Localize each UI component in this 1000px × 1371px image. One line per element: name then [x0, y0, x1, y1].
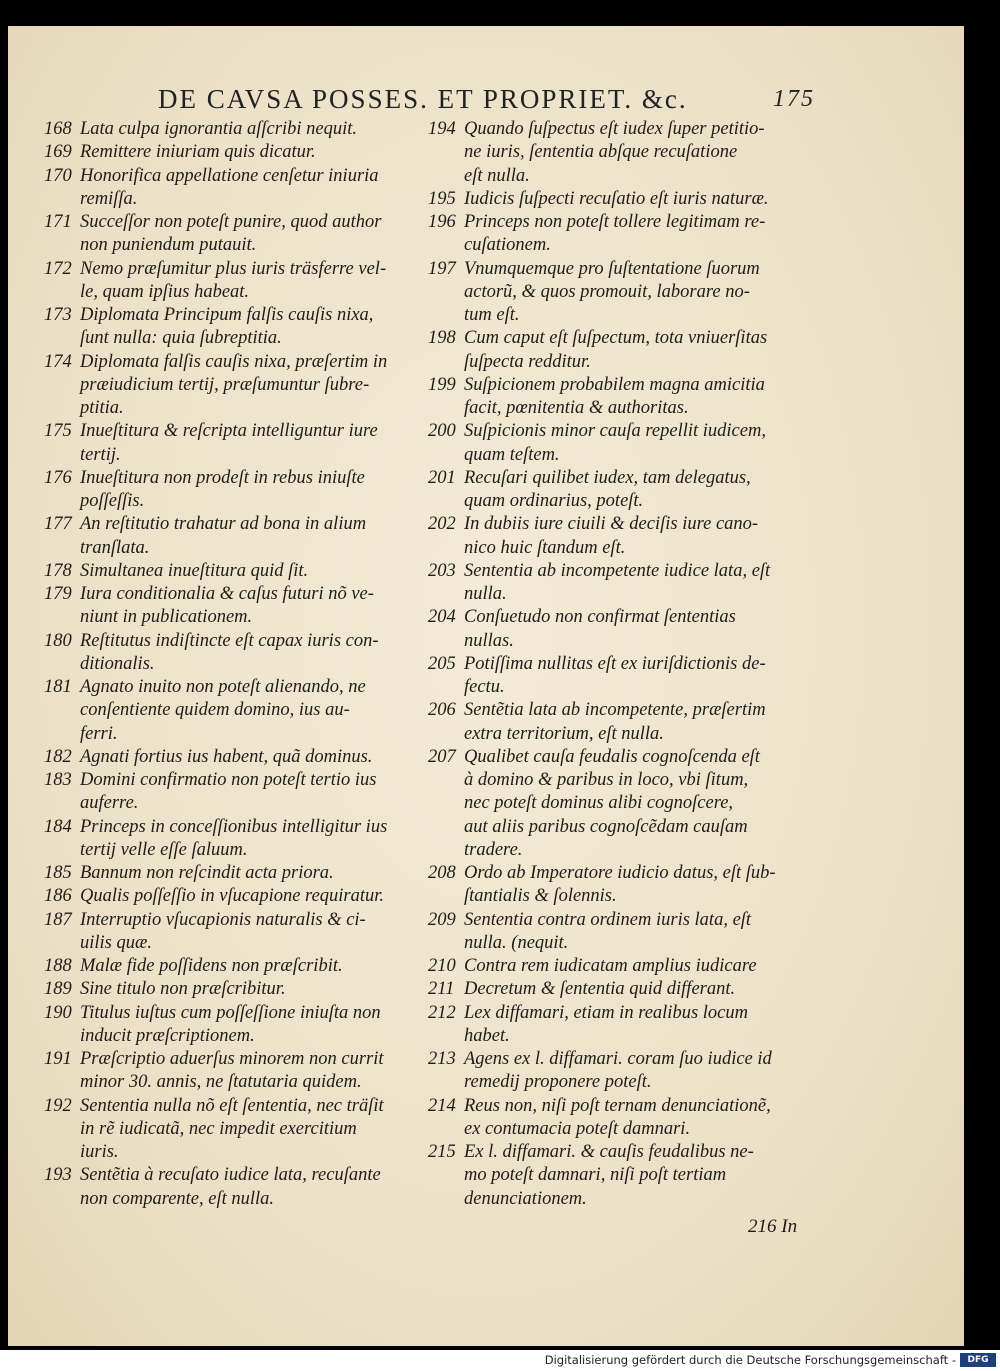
- entry-line: [428, 1002, 800, 1025]
- entry-line: [44, 723, 424, 746]
- index-entry: [428, 606, 800, 653]
- entry-text: Recuſari quilibet iudex, tam delegatus,: [464, 467, 751, 488]
- entry-line: [428, 699, 800, 722]
- entry-number: 196: [428, 212, 456, 232]
- entry-text: Sentẽtia à recuſato iudice lata, recuſante: [80, 1165, 381, 1186]
- entry-number: 177: [44, 514, 72, 535]
- index-entry: [44, 118, 424, 141]
- entry-line: [44, 397, 424, 420]
- entry-text: ne iuris, ſententia abſque recuſatione: [464, 142, 738, 163]
- entry-line: [44, 281, 424, 304]
- index-entry: [44, 676, 424, 746]
- entry-text: minor 30. annis, ne ſtatutaria quidem.: [80, 1072, 362, 1093]
- entry-number: 173: [44, 305, 72, 325]
- entry-text: tradere.: [464, 839, 523, 860]
- entry-line: [44, 141, 424, 164]
- index-entry: [428, 258, 800, 328]
- entry-line: [428, 769, 800, 792]
- entry-line: [428, 1048, 800, 1071]
- entry-line: [428, 978, 800, 1001]
- entry-line: [44, 1071, 424, 1094]
- entry-text: eſt nulla.: [464, 165, 530, 186]
- entry-number: 183: [44, 770, 72, 790]
- entry-text: Inueſtitura non prodeſt in rebus iniuſte: [80, 467, 365, 488]
- index-entry: [44, 258, 424, 305]
- entry-text: Iura conditionalia & caſus futuri nõ ve-: [80, 584, 374, 604]
- index-entry: [44, 583, 424, 630]
- index-entry: [428, 467, 800, 514]
- entry-text: In dubiis iure ciuili & deciſis iure cano-: [464, 514, 759, 535]
- entry-line: [428, 141, 800, 164]
- entry-number: 174: [44, 351, 72, 372]
- entry-line: [428, 909, 800, 932]
- entry-number: 171: [44, 212, 72, 232]
- entry-line: [44, 1002, 424, 1025]
- entry-line: [428, 211, 800, 234]
- entry-text: Agens ex l. diffamari. coram ſuo iudice id: [464, 1049, 772, 1069]
- entry-line: [428, 467, 800, 490]
- entry-text: auferre.: [80, 793, 139, 814]
- entry-line: [44, 653, 424, 676]
- entry-text: tum eſt.: [464, 305, 520, 325]
- entry-text: Simultanea inueſtitura quid ſit.: [80, 560, 309, 581]
- entry-text: nico huic ſtandum eſt.: [464, 537, 626, 558]
- index-entry: [44, 1095, 424, 1165]
- entry-number: 172: [44, 258, 72, 279]
- entry-line: [44, 188, 424, 211]
- entry-text: Iudicis ſuſpecti recuſatio eſt iuris naturæ.: [464, 188, 769, 209]
- entry-line: [44, 909, 424, 932]
- footer-bar: [0, 1350, 1000, 1371]
- index-entry: [428, 420, 800, 467]
- entry-text: Princeps non poteſt tollere legitimam re-: [464, 212, 766, 232]
- entry-text: Qualibet cauſa feudalis cognoſcenda eſt: [464, 746, 760, 767]
- entry-text: Vnumquemque pro ſuſtentatione ſuorum: [464, 258, 760, 279]
- entry-text: habet.: [464, 1025, 510, 1046]
- entry-line: [428, 397, 800, 420]
- entry-text: à domino & paribus in loco, vbi ſitum,: [464, 770, 749, 790]
- entry-line: [44, 746, 424, 769]
- entry-number: 209: [428, 909, 456, 930]
- index-entry: [44, 1164, 424, 1211]
- entry-text: ſtantialis & ſolennis.: [464, 886, 617, 907]
- entry-text: Reſtitutus indiſtincte eſt capax iuris con-: [80, 630, 379, 651]
- index-entry: [428, 1048, 800, 1095]
- entry-number: 192: [44, 1095, 72, 1116]
- entry-line: [44, 118, 424, 141]
- entry-text: tranſlata.: [80, 537, 150, 558]
- index-entry: [428, 699, 800, 746]
- entry-text: Remittere iniuriam quis dicatur.: [80, 142, 316, 163]
- entry-text: quam teſtem.: [464, 444, 560, 465]
- index-entry: [428, 374, 800, 421]
- entry-number: 199: [428, 374, 456, 395]
- entry-text: Potiſſima nullitas eſt ex iuriſdictionis de-: [464, 653, 766, 674]
- entry-text: Domini confirmatio non poteſt tertio ius: [80, 770, 377, 790]
- entry-line: [428, 374, 800, 397]
- entry-text: Ex l. diffamari. & cauſis feudalibus ne-: [464, 1142, 754, 1162]
- entry-text: poſſeſſis.: [80, 491, 145, 511]
- entry-line: [44, 374, 424, 397]
- entry-number: 178: [44, 560, 72, 581]
- entry-text: ſuſpecta redditur.: [464, 351, 591, 372]
- entry-line: [428, 1025, 800, 1048]
- entry-line: [428, 606, 800, 629]
- entry-line: [44, 1048, 424, 1071]
- entry-line: [44, 583, 424, 606]
- index-entry: [428, 862, 800, 909]
- entry-line: [428, 816, 800, 839]
- entry-line: [44, 676, 424, 699]
- entry-number: 198: [428, 328, 456, 349]
- entry-text: nulla.: [464, 584, 507, 604]
- entry-line: [44, 839, 424, 862]
- index-entry: [44, 862, 424, 885]
- footer-credit: Digitalisierung gefördert durch die Deutsche Forschungsgemeinschaft -: [544, 1353, 956, 1367]
- entry-line: [428, 1141, 800, 1164]
- entry-number: 169: [44, 142, 72, 163]
- entry-line: [44, 606, 424, 629]
- index-entry: [44, 909, 424, 956]
- entry-number: 201: [428, 467, 456, 488]
- index-entry: [428, 1141, 800, 1211]
- entry-text: Bannum non reſcindit acta priora.: [80, 863, 334, 883]
- index-entry: [428, 188, 800, 211]
- entry-line: [44, 537, 424, 560]
- entry-line: [44, 258, 424, 281]
- entry-line: [44, 630, 424, 653]
- entry-number: 168: [44, 119, 72, 139]
- entry-line: [428, 839, 800, 862]
- entry-line: [428, 165, 800, 188]
- entry-text: tertij velle eſſe ſaluum.: [80, 839, 248, 860]
- index-entry: [44, 467, 424, 514]
- entry-line: [428, 723, 800, 746]
- entry-line: [44, 1118, 424, 1141]
- index-entry: [44, 420, 424, 467]
- entry-text: actorũ, & quos promouit, laborare no-: [464, 281, 750, 302]
- index-entry: [44, 211, 424, 258]
- entry-text: Ordo ab Imperatore iudicio datus, eſt ſub-: [464, 863, 776, 883]
- entry-number: 214: [428, 1095, 456, 1116]
- entry-line: [428, 932, 800, 955]
- entry-text: Agnato inuito non poteſt alienando, ne: [80, 677, 366, 697]
- entry-number: 185: [44, 863, 72, 883]
- index-entry: [44, 630, 424, 677]
- entry-line: [44, 211, 424, 234]
- index-entry: [428, 1002, 800, 1049]
- entry-line: [44, 327, 424, 350]
- entry-line: [44, 699, 424, 722]
- index-entry: [428, 746, 800, 862]
- entry-line: [44, 420, 424, 443]
- entry-number: 213: [428, 1049, 456, 1069]
- entry-text: quam ordinarius, poteſt.: [464, 491, 644, 511]
- index-entry: [44, 1048, 424, 1095]
- entry-line: [428, 885, 800, 908]
- entry-text: Cum caput eſt ſuſpectum, tota vniuerſitas: [464, 328, 768, 349]
- entry-line: [428, 1188, 800, 1211]
- entry-text: Succeſſor non poteſt punire, quod author: [80, 212, 382, 232]
- entry-text: Quando ſuſpectus eſt iudex ſuper petitio-: [464, 119, 765, 139]
- entry-text: Sentẽtia lata ab incompetente, præſertim: [464, 700, 766, 721]
- entry-number: 211: [428, 979, 455, 1000]
- index-entry: [428, 978, 800, 1001]
- entry-text: facit, pœnitentia & authoritas.: [464, 398, 689, 418]
- entry-line: [428, 746, 800, 769]
- entry-text: Lata culpa ignorantia aſſcribi nequit.: [80, 119, 357, 139]
- index-entry: [428, 513, 800, 560]
- entry-text: Honorifica appellatione cenſetur iniuria: [80, 165, 379, 186]
- entry-text: Diplomata Principum falſis cauſis nixa,: [80, 305, 374, 325]
- entry-line: [44, 351, 424, 374]
- entry-number: 186: [44, 886, 72, 907]
- entry-line: [44, 769, 424, 792]
- entry-line: [428, 351, 800, 374]
- index-entry: [44, 560, 424, 583]
- entry-number: 212: [428, 1002, 456, 1023]
- entry-line: [44, 490, 424, 513]
- entry-number: 210: [428, 956, 456, 976]
- entry-text: Nemo præſumitur plus iuris träsferre vel-: [80, 258, 387, 279]
- entry-line: [428, 676, 800, 699]
- entry-number: 197: [428, 258, 456, 279]
- entry-text: fectu.: [464, 677, 505, 697]
- entry-text: uilis quæ.: [80, 932, 152, 953]
- entry-text: Conſuetudo non confirmat ſententias: [464, 607, 736, 628]
- entry-text: nec poteſt dominus alibi cognoſcere,: [464, 793, 734, 814]
- entry-line: [428, 1095, 800, 1118]
- entry-number: 191: [44, 1049, 72, 1069]
- entry-line: [428, 234, 800, 257]
- entry-number: 195: [428, 188, 456, 209]
- entry-line: [428, 792, 800, 815]
- index-entry: [428, 1095, 800, 1142]
- entry-number: 203: [428, 560, 456, 581]
- entry-text: denunciationem.: [464, 1188, 587, 1209]
- entry-line: [428, 258, 800, 281]
- index-entry: [44, 513, 424, 560]
- entry-number: 207: [428, 746, 456, 767]
- entry-number: 175: [44, 421, 72, 442]
- entry-text: remedij proponere poteſt.: [464, 1072, 652, 1093]
- entry-line: [428, 327, 800, 350]
- entry-text: tertij.: [80, 444, 121, 465]
- page-title: DE CAVSA POSSES. ET PROPRIET. &c.: [158, 84, 688, 114]
- entry-line: [44, 467, 424, 490]
- index-entry: [428, 118, 800, 188]
- entry-line: [428, 537, 800, 560]
- entry-text: non puniendum putauit.: [80, 235, 257, 256]
- entry-line: [428, 304, 800, 327]
- index-entry: [428, 211, 800, 258]
- entry-line: [428, 862, 800, 885]
- index-entry: [44, 816, 424, 863]
- entry-line: [428, 1071, 800, 1094]
- entry-line: [428, 1118, 800, 1141]
- entry-number: 204: [428, 607, 456, 628]
- entry-text: ex contumacia poteſt damnari.: [464, 1118, 691, 1139]
- entry-text: ditionalis.: [80, 653, 155, 674]
- index-column-left: [44, 118, 424, 1211]
- index-column-right: [428, 118, 800, 1211]
- index-entry: [44, 165, 424, 212]
- entry-number: 208: [428, 863, 456, 883]
- entry-text: aut aliis paribus cognoſcẽdam cauſam: [464, 816, 748, 837]
- entry-text: ferri.: [80, 723, 118, 744]
- entry-text: Inueſtitura & reſcripta intelliguntur iure: [80, 421, 378, 442]
- index-entry: [428, 653, 800, 700]
- entry-text: le, quam ipſius habeat.: [80, 281, 250, 302]
- entry-text: Sine titulo non præſcribitur.: [80, 979, 286, 1000]
- entry-line: [44, 513, 424, 536]
- entry-text: nullas.: [464, 630, 514, 651]
- entry-text: Reus non, niſi poſt ternam denunciationẽ,: [464, 1095, 771, 1116]
- index-entry: [44, 304, 424, 351]
- entry-number: 187: [44, 909, 72, 930]
- catchword: 216 In: [748, 1216, 798, 1237]
- entry-line: [44, 816, 424, 839]
- entry-line: [44, 1025, 424, 1048]
- entry-number: 176: [44, 467, 72, 488]
- entry-text: Suſpicionem probabilem magna amicitia: [464, 374, 765, 395]
- entry-number: 205: [428, 653, 456, 674]
- index-entry: [428, 955, 800, 978]
- entry-number: 215: [428, 1142, 456, 1162]
- entry-number: 193: [44, 1165, 72, 1186]
- entry-number: 170: [44, 165, 72, 186]
- entry-line: [428, 583, 800, 606]
- index-entry: [44, 978, 424, 1001]
- entry-line: [428, 513, 800, 536]
- entry-text: ptitia.: [80, 398, 124, 418]
- entry-line: [44, 792, 424, 815]
- entry-text: Sententia nulla nõ eſt ſententia, nec träſit: [80, 1095, 384, 1116]
- entry-line: [428, 444, 800, 467]
- entry-line: [44, 234, 424, 257]
- entry-number: 190: [44, 1002, 72, 1023]
- index-entry: [428, 560, 800, 607]
- entry-line: [428, 653, 800, 676]
- entry-text: non comparente, eſt nulla.: [80, 1188, 275, 1209]
- entry-line: [44, 955, 424, 978]
- entry-text: Contra rem iudicatam amplius iudicare: [464, 956, 757, 976]
- index-entry: [428, 327, 800, 374]
- entry-text: remiſſa.: [80, 188, 138, 209]
- entry-text: extra territorium, eſt nulla.: [464, 723, 664, 744]
- entry-text: Sententia contra ordinem iuris lata, eſt: [464, 909, 752, 930]
- entry-line: [44, 862, 424, 885]
- entry-line: [44, 932, 424, 955]
- entry-text: Decretum & ſententia quid differant.: [464, 979, 736, 1000]
- entry-text: Præſcriptio aduerſus minorem non currit: [80, 1049, 384, 1069]
- dfg-logo: DFG: [960, 1353, 996, 1367]
- entry-text: Suſpicionis minor cauſa repellit iudicem,: [464, 421, 766, 442]
- entry-line: [44, 165, 424, 188]
- entry-text: Agnati fortius ius habent, quã dominus.: [80, 746, 373, 767]
- entry-text: conſentiente quidem domino, ius au-: [80, 700, 350, 721]
- entry-text: Interruptio vſucapionis naturalis & ci-: [80, 909, 366, 930]
- entry-line: [44, 1188, 424, 1211]
- entry-number: 202: [428, 514, 456, 535]
- entry-text: inducit præſcriptionem.: [80, 1025, 255, 1046]
- entry-text: cuſationem.: [464, 235, 551, 256]
- entry-number: 188: [44, 956, 72, 976]
- entry-number: 179: [44, 584, 72, 604]
- entry-line: [44, 1095, 424, 1118]
- entry-line: [44, 1141, 424, 1164]
- index-entry: [44, 141, 424, 164]
- entry-text: Lex diffamari, etiam in realibus locum: [464, 1002, 748, 1023]
- entry-line: [44, 978, 424, 1001]
- index-entry: [428, 909, 800, 956]
- entry-text: in rẽ iudicatã, nec impedit exercitium: [80, 1118, 357, 1139]
- entry-line: [44, 304, 424, 327]
- index-entry: [44, 769, 424, 816]
- index-entry: [44, 746, 424, 769]
- entry-line: [428, 560, 800, 583]
- page-number: 175: [773, 86, 815, 112]
- entry-text: Sententia ab incompetente iudice lata, eſt: [464, 560, 771, 581]
- entry-line: [428, 420, 800, 443]
- index-entry: [44, 955, 424, 978]
- entry-text: mo poteſt damnari, niſi poſt tertiam: [464, 1165, 727, 1186]
- entry-line: [44, 444, 424, 467]
- entry-number: 182: [44, 746, 72, 767]
- entry-line: [44, 1164, 424, 1187]
- entry-text: Malæ fide poſſidens non præſcribit.: [80, 956, 343, 976]
- entry-text: An reſtitutio trahatur ad bona in alium: [80, 514, 367, 535]
- index-entry: [44, 1002, 424, 1049]
- entry-number: 194: [428, 119, 456, 139]
- index-entry: [44, 351, 424, 421]
- entry-text: niunt in publicationem.: [80, 607, 253, 628]
- entry-line: [428, 281, 800, 304]
- entry-number: 184: [44, 816, 72, 837]
- entry-text: iuris.: [80, 1142, 119, 1162]
- entry-line: [428, 1164, 800, 1187]
- entry-text: ſunt nulla: quia ſubreptitia.: [80, 328, 282, 349]
- entry-line: [428, 118, 800, 141]
- entry-number: 200: [428, 421, 456, 442]
- entry-text: Titulus iuſtus cum poſſeſſione iniuſta non: [80, 1002, 381, 1023]
- entry-line: [44, 560, 424, 583]
- entry-number: 206: [428, 700, 456, 721]
- entry-number: 189: [44, 979, 72, 1000]
- entry-line: [44, 885, 424, 908]
- entry-text: Diplomata falſis cauſis nixa, præſertim in: [80, 351, 388, 372]
- entry-line: [428, 490, 800, 513]
- entry-text: præiudicium tertij, præſumuntur ſubre-: [80, 374, 370, 395]
- entry-text: Princeps in conceſſionibus intelligitur ius: [80, 816, 388, 837]
- entry-number: 181: [44, 677, 72, 697]
- entry-text: Qualis poſſeſſio in vſucapione requiratur.: [80, 886, 385, 907]
- entry-text: nulla. (nequit.: [464, 932, 569, 953]
- entry-line: [428, 955, 800, 978]
- index-entry: [44, 885, 424, 908]
- entry-number: 180: [44, 630, 72, 651]
- entry-line: [428, 630, 800, 653]
- entry-line: [428, 188, 800, 211]
